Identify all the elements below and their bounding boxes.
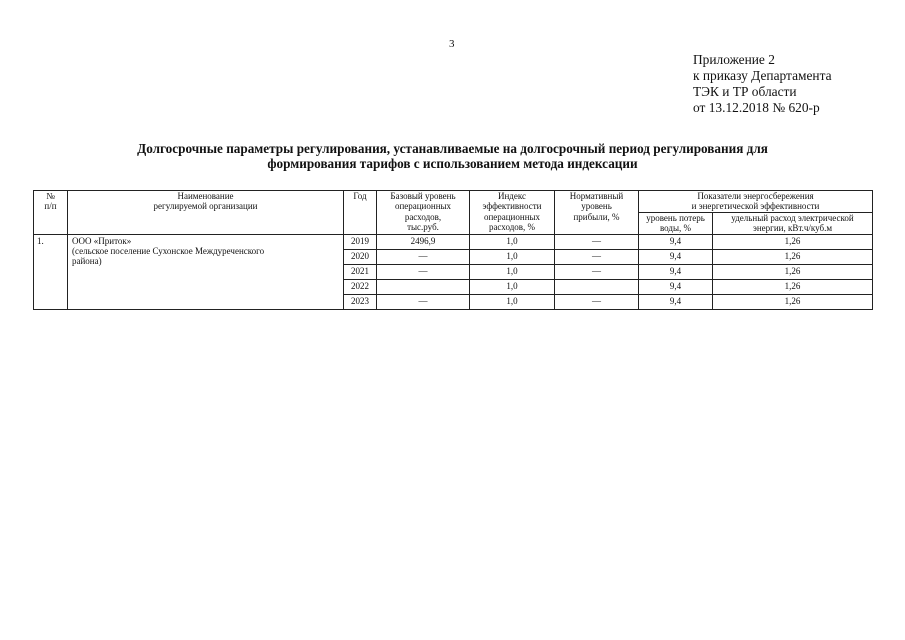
cell-base-level: 2496,9	[377, 234, 470, 249]
cell-profit-level	[555, 279, 639, 294]
cell-efficiency-index: 1,0	[470, 294, 555, 309]
cell-efficiency-index: 1,0	[470, 249, 555, 264]
cell-water-loss: 9,4	[639, 264, 713, 279]
header-profit-line-1: Нормативный	[569, 191, 624, 201]
org-name-line-2: (сельское поселение Сухонское Междуреченского	[72, 246, 265, 257]
header-base-line-2: операционных	[394, 201, 452, 212]
header-base-line-3: расходов,	[404, 211, 442, 222]
org-name-line-1: ООО «Приток»	[72, 235, 132, 246]
cell-profit-level: —	[555, 234, 639, 249]
cell-specific-consumption: 1,26	[713, 234, 873, 249]
header-energy-line-1: Показатели энергосбережения	[697, 191, 814, 201]
cell-specific-consumption: 1,26	[713, 279, 873, 294]
header-profit-line-3: прибыли, %	[573, 211, 620, 222]
cell-specific-consumption: 1,26	[713, 294, 873, 309]
appendix-line-2: к приказу Департамента	[693, 68, 832, 83]
appendix-header	[693, 52, 832, 116]
cell-specific-consumption: 1,26	[713, 249, 873, 264]
cell-base-level: —	[377, 264, 470, 279]
cell-year: 2022	[344, 279, 377, 294]
cell-water-loss: 9,4	[639, 294, 713, 309]
header-number-line-2: п/п	[44, 201, 57, 212]
header-efficiency-index	[470, 191, 555, 235]
cell-water-loss: 9,4	[639, 234, 713, 249]
cell-water-loss: 9,4	[639, 279, 713, 294]
header-water-loss	[639, 212, 713, 234]
header-energy-indicators	[639, 191, 873, 213]
header-index-line-4: расходов, %	[488, 222, 536, 233]
cell-water-loss: 9,4	[639, 249, 713, 264]
header-base-line-1: Базовый уровень	[390, 191, 456, 201]
cell-profit-level: —	[555, 294, 639, 309]
cell-efficiency-index: 1,0	[470, 234, 555, 249]
cell-year: 2023	[344, 294, 377, 309]
org-name	[68, 234, 344, 309]
header-specific-line-2: энергии, кВт.ч/куб.м	[752, 223, 833, 234]
cell-year: 2019	[344, 234, 377, 249]
cell-efficiency-index: 1,0	[470, 264, 555, 279]
cell-profit-level: —	[555, 249, 639, 264]
org-number: 1.	[34, 234, 68, 309]
org-name-line-3: района)	[72, 256, 102, 267]
regulation-parameters-table	[33, 190, 873, 310]
appendix-line-4: от 13.12.2018 № 620-р	[693, 100, 820, 115]
document-title-line-1: Долгосрочные параметры регулирования, устанавливаемые на долгосрочный период регулирования для	[137, 141, 768, 156]
header-organization	[68, 191, 344, 235]
appendix-line-3: ТЭК и ТР области	[693, 84, 797, 99]
header-organization-line-1: Наименование	[177, 191, 234, 201]
header-index-line-2: эффективности	[482, 201, 542, 212]
header-specific-line-1: удельный расход электрической	[731, 212, 854, 223]
cell-year: 2021	[344, 264, 377, 279]
cell-specific-consumption: 1,26	[713, 264, 873, 279]
header-year-line-1: Год	[353, 191, 367, 201]
header-number	[34, 191, 68, 235]
document-title-line-2: формирования тарифов с использованием метода индексации	[267, 156, 638, 171]
header-energy-line-2: и энергетической эффективности	[691, 201, 820, 212]
header-index-line-3: операционных	[483, 211, 541, 222]
cell-year: 2020	[344, 249, 377, 264]
cell-base-level: —	[377, 249, 470, 264]
header-loss-line-1: уровень потерь	[646, 212, 705, 223]
header-year	[344, 191, 377, 235]
cell-efficiency-index: 1,0	[470, 279, 555, 294]
cell-base-level: —	[377, 294, 470, 309]
header-profit-level	[555, 191, 639, 235]
header-loss-line-2: воды, %	[659, 223, 692, 234]
header-number-line-1: №	[46, 191, 55, 201]
header-organization-line-2: регулируемой организации	[153, 201, 258, 212]
header-base-level	[377, 191, 470, 235]
cell-profit-level: —	[555, 264, 639, 279]
header-specific-consumption	[713, 212, 873, 234]
page-number: 3	[449, 38, 455, 50]
header-index-line-1: Индекс	[497, 191, 527, 201]
appendix-line-1: Приложение 2	[693, 52, 775, 67]
document-title	[60, 141, 845, 171]
header-base-line-4: тыс.руб.	[407, 222, 439, 233]
header-profit-line-2: уровень	[581, 201, 612, 212]
table-row	[34, 234, 873, 249]
cell-base-level	[377, 279, 470, 294]
